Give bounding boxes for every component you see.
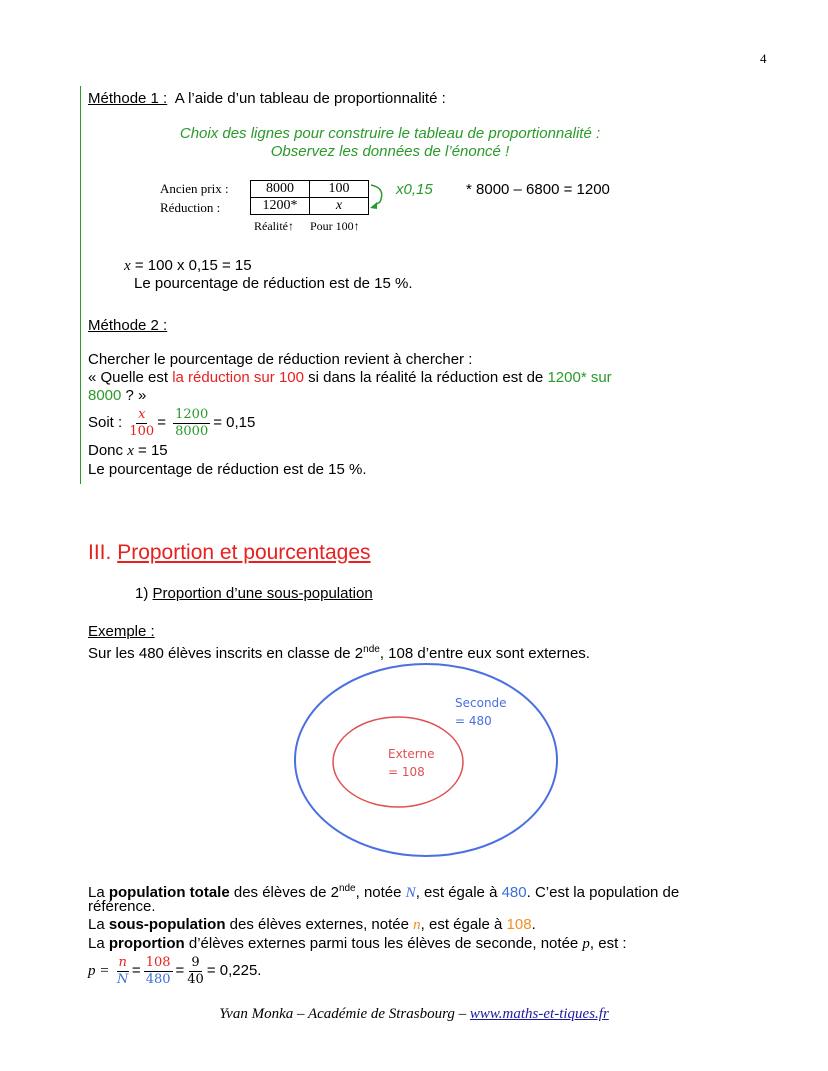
method2-heading: Méthode 2 : xyxy=(88,317,168,334)
row-label: Réduction : xyxy=(160,200,221,215)
site-link[interactable]: www.maths-et-tiques.fr xyxy=(469,1006,609,1022)
text-line: « Quelle est la réduction sur 100 si dans la réalité la réduction est de 1200* sur xyxy=(88,369,612,386)
text-line: La population totale des élèves de 2nde, notée N, est égale à 480. C’est la population de xyxy=(88,883,680,901)
outer-label: Seconde xyxy=(455,696,507,710)
cell: 8000 xyxy=(251,181,310,198)
inner-value: = 108 xyxy=(388,765,425,779)
hint-line-1: Choix des lignes pour construire le tableau de proportionnalité : xyxy=(179,125,601,142)
method1-heading: Méthode 1 : A l’aide d’un tableau de proportionnalité : xyxy=(88,90,446,107)
hint-line-2: Observez les données de l’énoncé ! xyxy=(270,143,510,160)
section-heading: III. Proportion et pourcentages xyxy=(88,541,371,564)
text-line: La proportion d’élèves externes parmi tous les élèves de seconde, notée p, est : xyxy=(88,935,627,952)
text-line: 8000 ? » xyxy=(88,387,147,404)
method2-conclusion: Le pourcentage de réduction est de 15 %. xyxy=(88,461,367,478)
footer: Yvan Monka – Académie de Strasbourg – www.maths-et-tiques.fr xyxy=(219,1006,609,1022)
text-line: référence. xyxy=(88,898,156,915)
outer-value: = 480 xyxy=(455,714,492,728)
method1-conclusion: Le pourcentage de réduction est de 15 %. xyxy=(134,275,413,292)
calc-line: x = 100 x 0,15 = 15 xyxy=(124,257,252,274)
cell: 1200* xyxy=(251,198,310,215)
text-line: Donc x = 15 xyxy=(88,442,168,459)
footnote: * 8000 – 6800 = 1200 xyxy=(466,181,610,198)
col-note: Pour 100↑ xyxy=(310,219,360,233)
fraction-line: Soit : $\frac{x}{100}$ = $\frac{1200}{8000}$ = 0,15 xyxy=(88,406,256,439)
text-line: La sous-population des élèves externes, notée n, est égale à 108. xyxy=(88,916,536,933)
inner-label: Externe xyxy=(388,747,435,761)
factor-label: x0,15 xyxy=(396,181,433,198)
cell: x xyxy=(310,198,369,215)
cell: 100 xyxy=(310,181,369,198)
col-note: Réalité↑ xyxy=(254,219,294,233)
proportion-table xyxy=(250,180,369,215)
curved-arrow-icon xyxy=(368,180,398,216)
page-number: 4 xyxy=(760,51,767,66)
proportion-formula: p = $\frac{n}{N}$ = $\frac{108}{480}$ = $\frac{9}{40}$ = 0,225. xyxy=(88,954,262,987)
example-heading: Exemple : xyxy=(88,623,155,640)
subsection-heading: 1) Proportion d’une sous-population xyxy=(135,585,373,602)
example-text: Sur les 480 élèves inscrits en classe de 2nde, 108 d’entre eux sont externes. xyxy=(88,644,590,662)
row-label: Ancien prix : xyxy=(160,181,229,196)
text-line: Chercher le pourcentage de réduction revient à chercher : xyxy=(88,351,473,368)
